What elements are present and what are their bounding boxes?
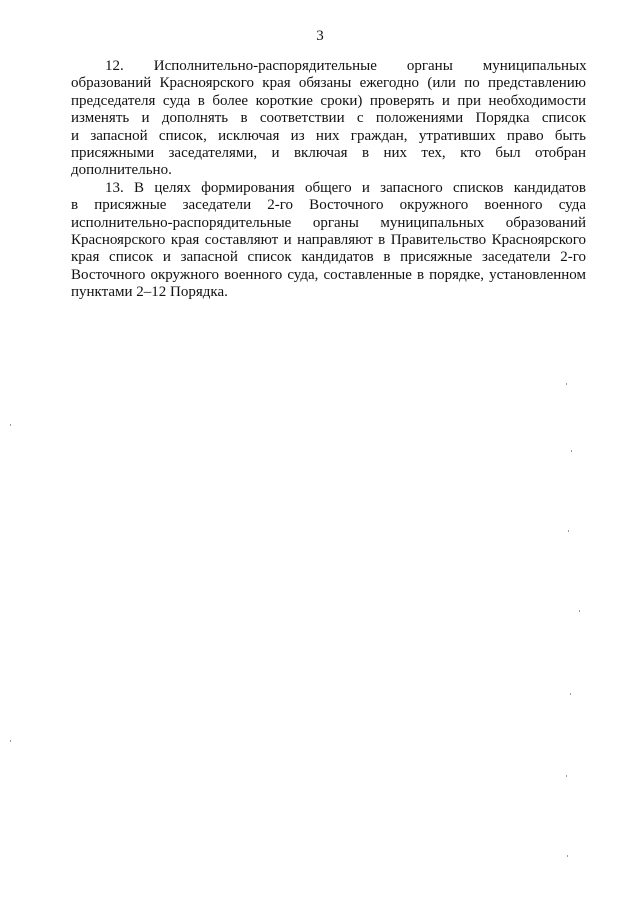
scan-speck xyxy=(566,383,567,385)
text-line: председателя суда в более короткие сроки) проверять и при необходимости xyxy=(71,92,586,109)
scan-speck xyxy=(567,855,568,857)
scan-speck xyxy=(571,450,572,452)
scan-speck xyxy=(566,775,567,777)
text-line: в присяжные заседатели 2-го Восточного окружного военного суда xyxy=(71,197,586,214)
scan-speck xyxy=(579,610,580,612)
scan-speck xyxy=(570,693,571,695)
text-line: изменять и дополнять в соответствии с положениями Порядка список xyxy=(71,110,586,127)
text-line: Восточного окружного военного суда, составленные в порядке, установленном xyxy=(71,266,586,283)
paragraph-13 xyxy=(71,180,586,302)
text-line: пунктами 2–12 Порядка. xyxy=(71,284,228,301)
text-line: 12. Исполнительно-распорядительные органы муниципальных xyxy=(105,58,587,74)
scan-speck xyxy=(568,530,569,532)
text-line: присяжными заседателями, и включая в них тех, кто был отобран xyxy=(71,145,586,162)
page-number: 3 xyxy=(316,28,324,44)
scan-speck xyxy=(10,740,11,742)
scan-speck xyxy=(10,424,11,426)
text-line: Красноярского края составляют и направляют в Правительство Красноярского xyxy=(71,232,586,249)
text-line: образований Красноярского края обязаны ежегодно (или по представлению xyxy=(71,75,586,92)
text-line: дополнительно. xyxy=(71,162,172,179)
text-line: исполнительно-распорядительные органы муниципальных образований xyxy=(71,214,586,231)
paragraph-12 xyxy=(71,58,586,180)
document-body xyxy=(71,58,586,302)
text-line: 13. В целях формирования общего и запасного списков кандидатов xyxy=(105,179,586,196)
text-line: и запасной список, исключая из них граждан, утративших право быть xyxy=(71,127,586,144)
text-line: края список и запасной список кандидатов в присяжные заседатели 2-го xyxy=(71,249,586,266)
